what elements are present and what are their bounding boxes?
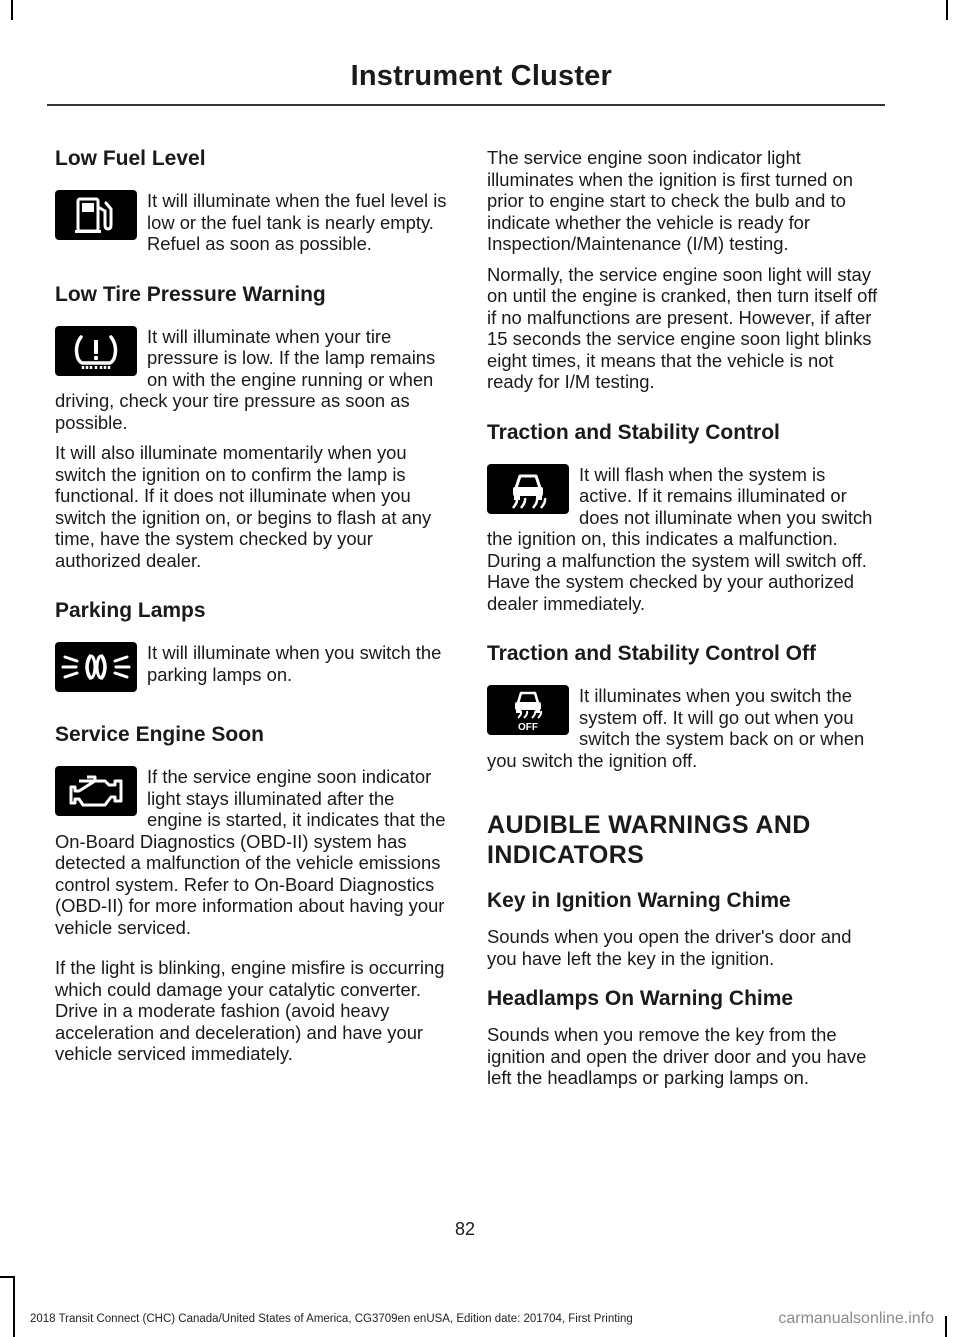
service-engine-text-2: If the light is blinking, engine misfire is occurring which could damage your catalytic converter. Drive in a moderate fashion (avoid heavy acceleration and deceleration) and have your vehicle serviced immediately. — [55, 957, 445, 1064]
traction-control-icon — [487, 464, 569, 514]
service-engine-cont-1: The service engine soon indicator light illuminates when the ignition is first turned on prior to engine start to check the bulb and to indicate whether the vehicle is ready for Inspection/Maintenance (I/M) testing. — [487, 147, 853, 254]
tire-pressure-icon — [55, 326, 137, 376]
traction-off-text: It illuminates when you switch the system off. It will go out when you switch the system back on or when you switch the ignition off. — [487, 685, 865, 771]
headlamps-chime-title: Headlamps On Warning Chime — [487, 987, 794, 1010]
key-chime-text: Sounds when you open the driver's door and you have left the key in the ignition. — [487, 926, 852, 969]
traction-off-title: Traction and Stability Control Off — [487, 642, 817, 665]
fuel-pump-icon — [55, 190, 137, 240]
crop-mark — [945, 1316, 947, 1337]
section-low-tire — [55, 282, 447, 572]
traction-title: Traction and Stability Control — [487, 420, 780, 444]
section-parking-lamps — [55, 598, 447, 685]
low-tire-title: Low Tire Pressure Warning — [55, 282, 326, 306]
section-audible-warnings — [487, 771, 879, 1089]
page-title: Instrument Cluster — [350, 60, 612, 92]
headlamps-chime-text: Sounds when you remove the key from the ignition and open the driver door and you have left the headlamps or parking lamps on. — [487, 1024, 867, 1088]
engine-icon — [55, 766, 137, 816]
audible-heading-line-1: AUDIBLE WARNINGS AND — [487, 811, 811, 839]
low-tire-text-2: It will also illuminate momentarily when you switch the ignition on to confirm the lamp is functional. If it does not illuminate when you switch the ignition on, or begins to flash at any time, have the system checked by your authorized dealer. — [55, 442, 432, 571]
edition-line: 2018 Transit Connect (CHC) Canada/United States of America, CG3709en enUSA, Edition date: 201704, First Printing — [30, 1313, 633, 1325]
crop-mark — [946, 0, 948, 20]
header-rule — [47, 104, 885, 106]
service-engine-text-1: If the service engine soon indicator light stays illuminated after the engine is started, it indicates that the On-Board Diagnostics (OBD-II) system has detected a malfunction of the vehicle emissions control system. Refer to On-Board Diagnostics (OBD-II) for more information about having your vehicle serviced. — [55, 766, 446, 938]
section-service-engine — [55, 696, 447, 1065]
parking-lamps-icon — [55, 642, 137, 692]
crop-mark — [13, 1276, 15, 1337]
crop-mark — [11, 0, 13, 20]
traction-off-icon-label: OFF — [518, 722, 538, 732]
left-column — [55, 140, 447, 1065]
section-traction — [487, 420, 879, 615]
parking-lamps-title: Parking Lamps — [55, 599, 206, 622]
crop-mark — [0, 1276, 14, 1278]
section-traction-off — [487, 614, 879, 771]
service-engine-cont-2: Normally, the service engine soon light will stay on until the engine is cranked, then turn itself off if no malfunctions are present. However, if after 15 seconds the service engine soon light blinks eight times, it means that the vehicle is not ready for I/M testing. — [487, 263, 878, 392]
service-engine-title: Service Engine Soon — [55, 723, 264, 746]
right-column — [487, 140, 879, 1089]
section-low-fuel — [55, 146, 447, 255]
audible-heading-line-2: INDICATORS — [487, 841, 645, 869]
low-fuel-text: It will illuminate when the fuel level is low or the fuel tank is nearly empty. Refuel as soon as possible. — [147, 190, 447, 254]
low-fuel-title: Low Fuel Level — [55, 147, 206, 170]
watermark: carmanualsonline.info — [778, 1310, 934, 1327]
key-chime-title: Key in Ignition Warning Chime — [487, 889, 791, 912]
page-number: 82 — [454, 1219, 476, 1239]
traction-control-off-icon — [487, 685, 569, 735]
traction-text: It will flash when the system is active. If it remains illuminated or does not illuminate when you switch the ignition on, this indicates a malfunction. During a malfunction the system will switch off. Have the system checked by your authorized dealer immediately. — [487, 463, 873, 614]
low-tire-text-1: It will illuminate when your tire pressure is low. If the lamp remains on with the engine running or when driving, check your tire pressure as soon as possible. — [55, 325, 436, 433]
parking-lamps-text: It will illuminate when you switch the parking lamps on. — [147, 642, 442, 685]
